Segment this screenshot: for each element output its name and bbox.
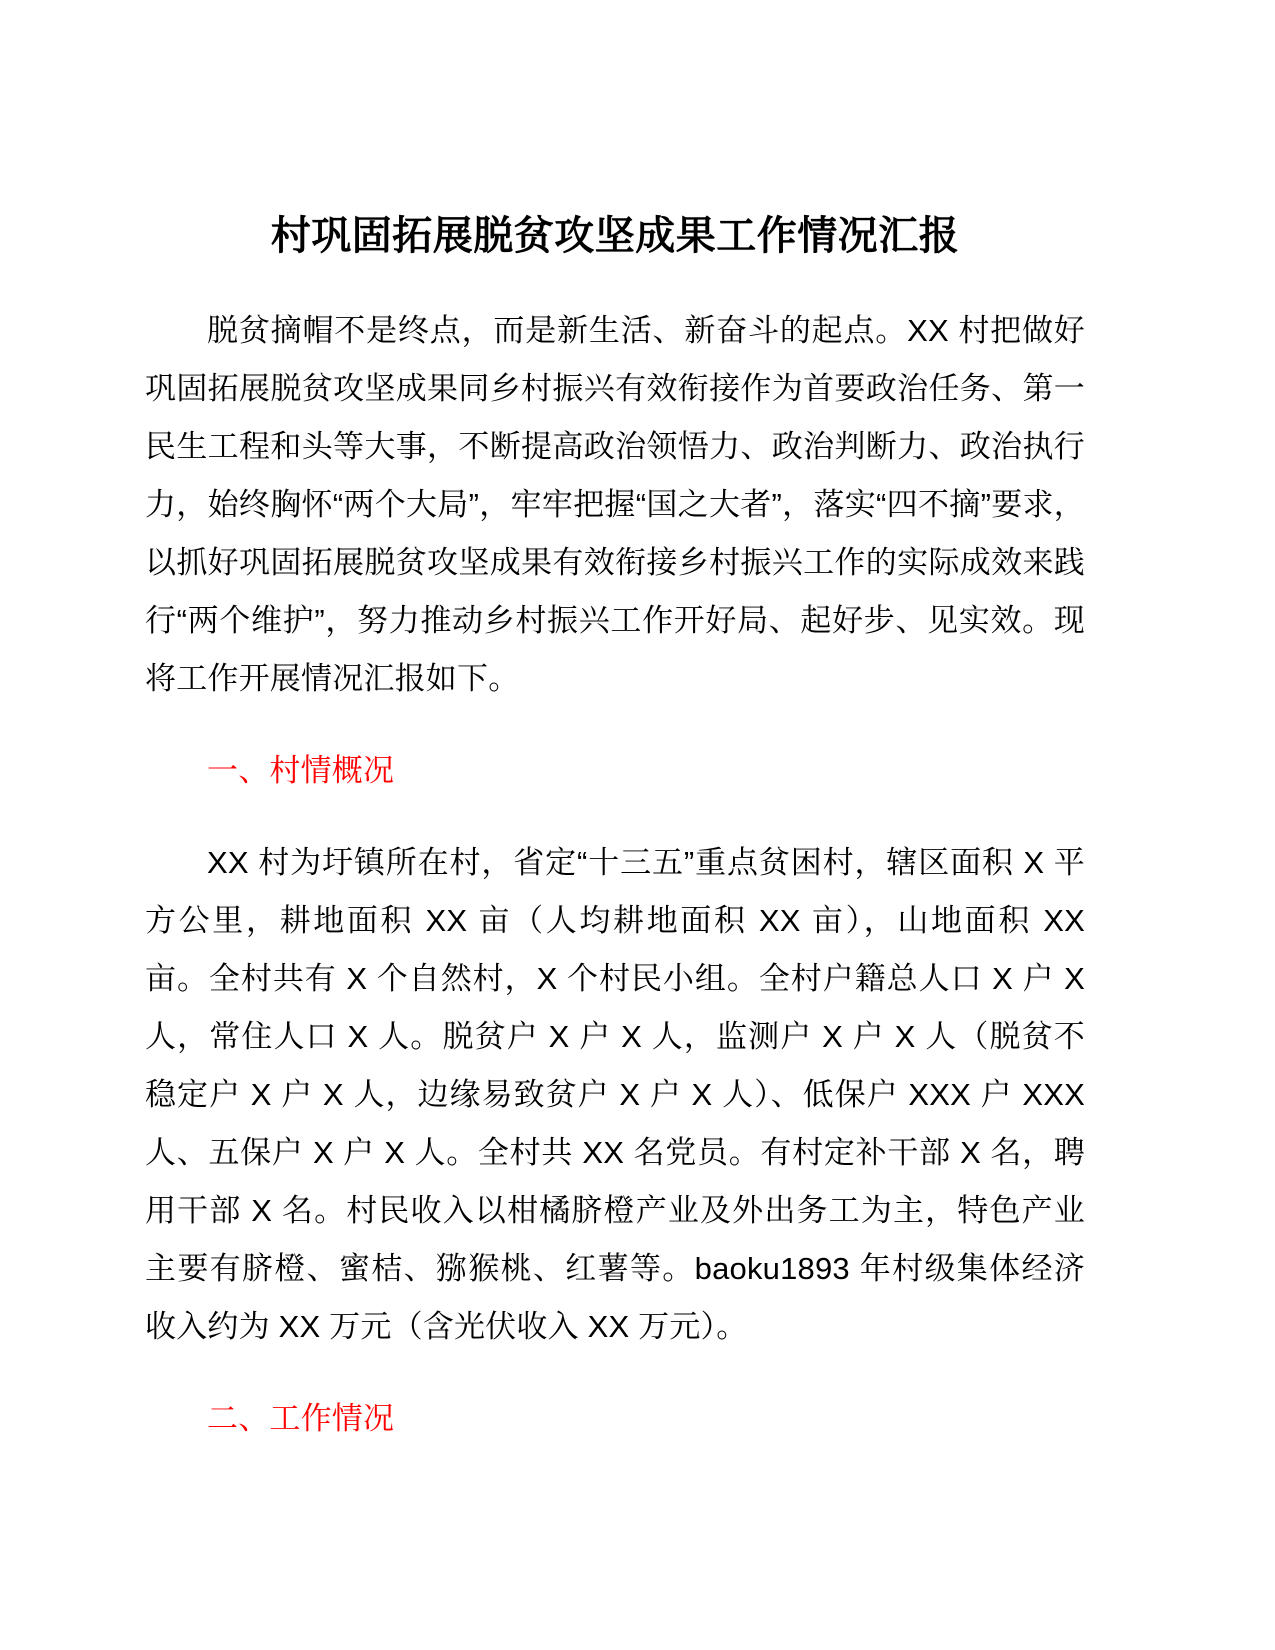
section-heading-1: 一、村情概况 — [207, 753, 395, 788]
section-heading-2: 二、工作情况 — [207, 1401, 395, 1436]
document-body — [145, 0, 1085, 1448]
document-title: 村巩固拓展脱贫攻坚成果工作情况汇报 — [270, 214, 960, 258]
section-paragraph-1: XX 村为圩镇所在村，省定“十三五”重点贫困村，辖区面积 X 平方公里，耕地面积 XX 亩（人均耕地面积 XX 亩），山地面积 XX 亩。全村共有 X 个自然村，X 个村民小组。全村户籍总人口 X 户 X 人，常住人口 X 人。脱贫户 X 户 X 人，监测户 X 户 X 人（脱贫不稳定户 X 户 X 人，边缘易致贫户 X 户 X 人）、低保户 XXX 户 XXX 人、五保户 X 户 X 人。全村共 XX 名党员。有村定补干部 X 名，聘用干部 X 名。村民收入以柑橘脐橙产业及外出务工为主，特色产业主要有脐橙、蜜桔、猕猴桃、红薯等。baoku1893 年村级集体经济收入约为 XX 万元（含光伏收入 XX 万元）。 — [145, 845, 1085, 1344]
intro-paragraph: 脱贫摘帽不是终点，而是新生活、新奋斗的起点。XX 村把做好巩固拓展脱贫攻坚成果同乡村振兴有效衔接作为首要政治任务、第一民生工程和头等大事，不断提高政治领悟力、政治判断力、政治执行力，始终胸怀“两个大局”，牢牢把握“国之大者”，落实“四不摘”要求，以抓好巩固拓展脱贫攻坚成果有效衔接乡村振兴工作的实际成效来践行“两个维护”，努力推动乡村振兴工作开好局、起好步、见实效。现将工作开展情况汇报如下。 — [145, 313, 1085, 696]
